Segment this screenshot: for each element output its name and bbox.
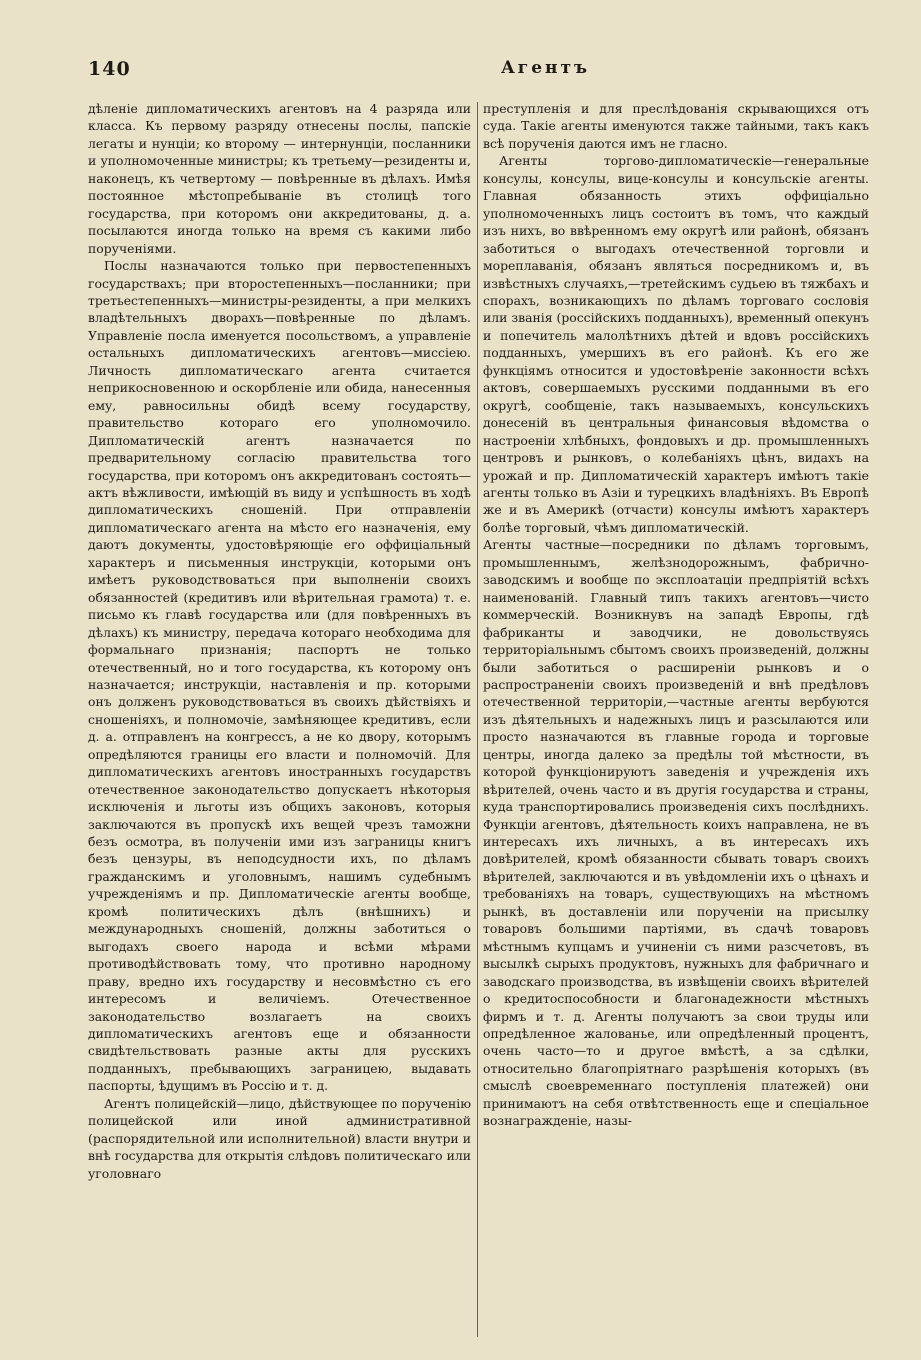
paragraph: Послы назначаются только при первостепенныхъ государствахъ; при второстепенныхъ—посланники; при третьестепенныхъ—министры-резиденты, а при мелкихъ владѣтельныхъ дворахъ—повѣренные по дѣламъ. Управленіе посла именуется посольствомъ, а управленіе остальныхъ дипломатическихъ агентовъ—миссіею. Личность дипломатическаго агента считается неприкосновенною и оскорбленіе или обида, нанесенныя ему, равносильны обидѣ всему государству, правительство котораго его уполномочило. Дипломатическій агентъ назначается по предварительному согласію правительства того государства, при которомъ онъ аккредитованъ состоять—актъ вѣжливости, имѣющій въ виду и успѣшность въ ходѣ дипломатическихъ сношеній. При отправленіи дипломатическаго агента на мѣсто его назначенія, ему даютъ документы, удостовѣряющіе его оффиціальный характеръ и письменныя инструкціи, которыми онъ имѣетъ руководствоваться при выполненіи своихъ обязанностей (кредитивъ или вѣрительная грамота) т. е. письмо къ главѣ государства или (для повѣренныхъ въ дѣлахъ) къ министру, передача котораго необходима для формальнаго признанія; паспортъ не только отечественный, но и того государства, къ которому онъ назначается; инструкціи, наставленія и пр. которыми онъ долженъ руководствоваться въ своихъ дѣйствіяхъ и сношеніяхъ, и полномочіе, замѣняющее кредитивъ, если д. а. отправленъ на конгрессъ, а не ко двору, которымъ опредѣляются границы его власти и полномочій. Для дипломатическихъ агентовъ иностранныхъ государствъ отечественное законодательство допускаетъ нѣкоторыя исключенія и льготы изъ общихъ законовъ, которыя заключаются въ пропускѣ ихъ вещей чрезъ таможни безъ осмотра, въ полученіи ими изъ заграницы книгъ безъ цензуры, въ неподсудности ихъ, по дѣламъ гражданскимъ и уголовнымъ, нашимъ судебнымъ учрежденіямъ и пр. Дипломатическіе агенты вообще, кромѣ политическихъ дѣлъ (внѣшнихъ) и международныхъ сношеній, должны заботиться о выгодахъ своего народа и всѣми мѣрами противодѣйствовать тому, что противно народному праву, вредно ихъ государству и несовмѣстно съ его интересомъ и величіемъ. Отечественное законодательство возлагаетъ на своихъ дипломатическихъ агентовъ еще и обязанности свидѣтельствовать разные акты для русскихъ подданныхъ, пребывающихъ заграницею, выдавать паспорты, ѣдущимъ въ Россію и т. д. bbox=[88, 258, 471, 1094]
paragraph: дѣленіе дипломатическихъ агентовъ на 4 разряда или класса. Къ первому разряду отнесены послы, папскіе легаты и нунціи; ко второму — интернунціи, посланники и уполномоченные министры; къ третьему—резиденты и, наконецъ, къ четвертому — повѣренные въ дѣлахъ. Имѣя постоянное мѣстопребываніе въ столицѣ того государства, при которомъ они аккредитованы, д. а. посылаются иногда только на время съ какими либо порученіями. bbox=[88, 101, 471, 256]
page-number: 140 bbox=[88, 58, 131, 80]
paragraph: Агентъ полицейскій—лицо, дѣйствующее по порученію полицейской или иной административной (распорядительной или исполнительной) власти внутри и внѣ государства для открытія слѣдовъ политическаго или уголовнаго bbox=[88, 1095, 471, 1181]
paragraph: Агенты торгово-дипломатическіе—генеральные консулы, консулы, вице-консулы и консульскіе агенты. Главная обязанность этихъ оффиціально уполномоченныхъ лицъ состоитъ въ томъ, что каждый изъ нихъ, во ввѣренномъ ему округѣ или районѣ, обязанъ заботиться о выгодахъ отечественной торговли и мореплаванія, обязанъ являться посредникомъ и, въ извѣстныхъ случаяхъ,—третейскимъ судьею въ тяжбахъ и спорахъ, возникающихъ по дѣламъ торговаго сословія или званія (россійскихъ подданныхъ), временный опекунъ и попечитель малолѣтнихъ дѣтей и вдовъ россійскихъ подданныхъ, умершихъ въ его районѣ. Къ его же функціямъ относится и удостовѣреніе законности всѣхъ актовъ, совершаемыхъ русскими подданными въ его округѣ, сообщеніе, такъ называемыхъ, консульскихъ донесеній въ центральныя финансовыя вѣдомства о настроеніи хлѣбныхъ, фондовыхъ и др. промышленныхъ центровъ и рынковъ, о колебаніяхъ цѣнъ, видахъ на урожай и пр. Дипломатическій характеръ имѣютъ такіе агенты только въ Азіи и турецкихъ владѣніяхъ. Въ Европѣ же и въ Америкѣ (отчасти) консулы имѣютъ характеръ болѣе торговый, чѣмъ дипломатическій. bbox=[483, 153, 869, 535]
paragraph: Агенты частные—посредники по дѣламъ торговымъ, промышленнымъ, желѣзнодорожнымъ, фабрично-заводскимъ и вообще по эксплоатаціи предпріятій всѣхъ наименованій. Главный типъ такихъ агентовъ—чисто коммерческій. Возникнувъ на западѣ Европы, гдѣ фабриканты и заводчики, не довольствуясь территоріальнымъ сбытомъ своихъ произведеній, должны были заботиться о расширеніи рынковъ и о распространеніи своихъ произведеній и внѣ предѣловъ отечественной территоріи,—частные агенты вербуются изъ дѣятельныхъ и надежныхъ лицъ и разсылаются или просто назначаются въ главные города и торговые центры, иногда далеко за предѣлы той мѣстности, въ которой функціонируютъ заведенія и учрежденія ихъ вѣрителей, очень часто и въ другія государства и страны, куда транспортировались произведенія сихъ послѣднихъ. Функціи агентовъ, дѣятельность коихъ направлена, не въ интересахъ ихъ личныхъ, а въ интересахъ ихъ довѣрителей, кромѣ обязанности сбывать товаръ своихъ вѣрителей, заключаются и въ увѣдомленіи ихъ о цѣнахъ и требованіяхъ на товаръ, существующихъ на мѣстномъ рынкѣ, въ доставленіи или порученіи на присылку товаровъ большими партіями, въ сдачѣ товаровъ мѣстнымъ купцамъ и учиненіи съ ними разсчетовъ, въ высылкѣ сырыхъ продуктовъ, нужныхъ для фабричнаго и заводскаго производства, въ извѣщеніи своихъ вѣрителей о кредитоспособности и благонадежности мѣстныхъ фирмъ и т. д. Агенты получаютъ за свои труды или опредѣленное жалованье, или опредѣленный процентъ, очень часто—то и другое вмѣстѣ, а за сдѣлки, относительно благопріятнаго разрѣшенія которыхъ (въ смыслѣ своевременнаго поступленія платежей) они принимаютъ на себя отвѣтственность еще и спеціальное вознагражденіе, назы- bbox=[483, 537, 869, 1129]
column-divider bbox=[477, 102, 478, 1337]
left-column bbox=[88, 100, 471, 1340]
running-head: Агентъ bbox=[500, 58, 591, 78]
right-column bbox=[483, 100, 869, 1340]
page-header bbox=[88, 58, 883, 88]
paragraph: преступленія и для преслѣдованія скрывающихся отъ суда. Такіе агенты именуются также тайными, такъ какъ всѣ порученія даются имъ не гласно. bbox=[483, 101, 869, 151]
